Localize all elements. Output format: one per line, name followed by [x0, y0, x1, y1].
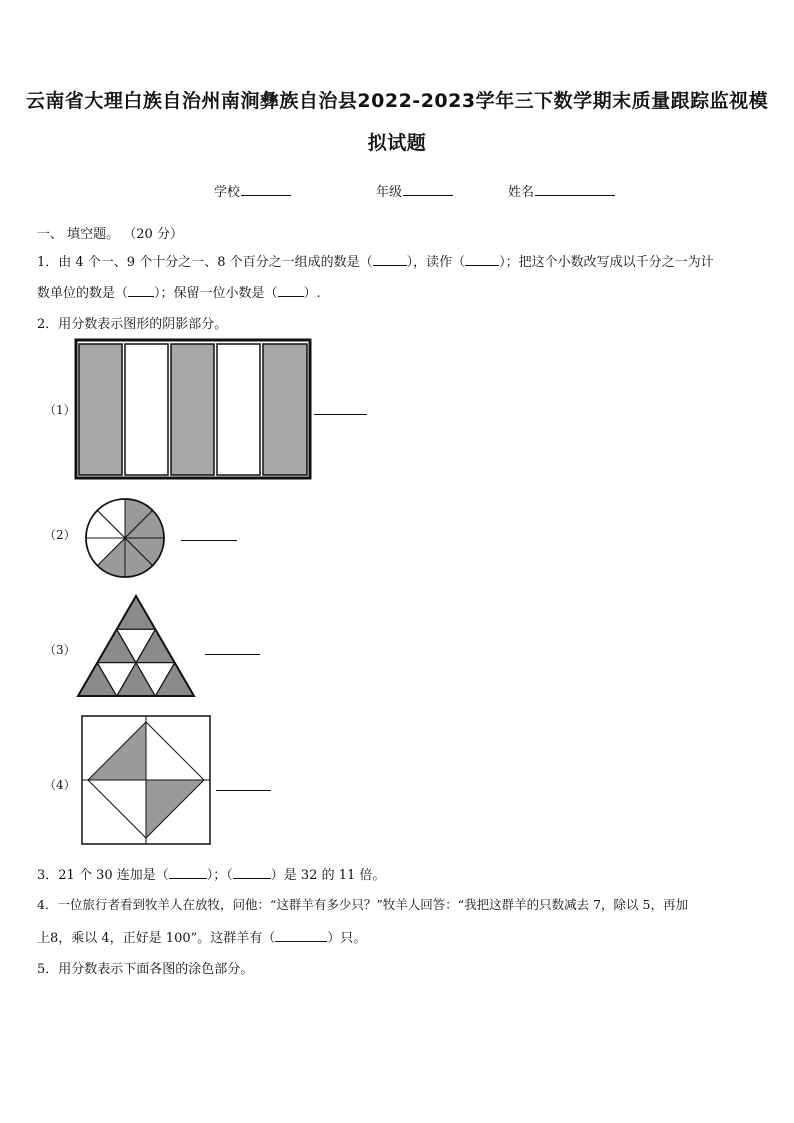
q1-text-e: ）；保留一位小数是（ — [154, 286, 278, 301]
q1-blank-1[interactable] — [373, 253, 407, 266]
q1-blank-4[interactable] — [278, 284, 304, 297]
grade-blank[interactable] — [403, 182, 453, 196]
q4-text-b: ）只。 — [327, 931, 367, 946]
q3-blank-2[interactable] — [233, 866, 271, 879]
figure-3-up-triangle-1-shaded — [117, 596, 156, 629]
question-5-text: 5．用分数表示下面各图的涂色部分。 — [37, 962, 254, 977]
name-blank[interactable] — [535, 182, 615, 196]
question-1-line-1 — [37, 251, 714, 270]
question-3 — [37, 864, 385, 883]
figure-2-answer-line[interactable] — [181, 540, 237, 541]
title-line-2: 拟试题 — [367, 132, 427, 154]
question-2-text: 2．用分数表示图形的阴影部分。 — [37, 317, 228, 332]
name-field — [508, 181, 615, 200]
q3-blank-1[interactable] — [169, 866, 207, 879]
figure-4-answer-line[interactable] — [216, 790, 271, 791]
q1-text-f: ）. — [303, 286, 321, 301]
figure-2-label: （2） — [44, 528, 76, 542]
q1-blank-2[interactable] — [465, 253, 499, 266]
school-field — [214, 181, 291, 200]
figure-1-striped-rectangle — [74, 338, 314, 482]
figure-3-divided-triangle — [76, 594, 200, 700]
figure-1-strip-1-shaded — [79, 344, 122, 475]
figure-4-square-with-triangles — [78, 712, 216, 852]
question-1-line-2 — [37, 282, 321, 301]
question-4-line-2 — [37, 927, 366, 946]
q3-text-b: ）；（ — [206, 868, 233, 883]
q1-text-b: ），读作（ — [406, 255, 466, 270]
school-label: 学校 — [214, 185, 241, 200]
q4-text-a: 上8，乘以 4，正好是 100”。这群羊有（ — [37, 931, 276, 946]
figure-3-answer-line[interactable] — [205, 654, 260, 655]
title-line-1: 云南省大理白族自治州南涧彝族自治县2022-2023学年三下数学期末质量跟踪监视模 — [25, 90, 769, 112]
question-4-line-1: 4．一位旅行者看到牧羊人在放牧，问他：“这群羊有多少只？”牧羊人回答：“我把这群羊的只数减去 7，除以 5，再加 — [37, 897, 688, 912]
q1-blank-3[interactable] — [128, 284, 154, 297]
q1-text-c: ）；把这个小数改写成以千分之一为计 — [499, 255, 714, 270]
grade-field — [376, 181, 453, 200]
name-label: 姓名 — [508, 185, 535, 200]
school-blank[interactable] — [241, 182, 291, 196]
figure-1-strip-3-shaded — [171, 344, 214, 475]
q1-text-d: 数单位的数是（ — [37, 286, 129, 301]
q3-text-c: ）是 32 的 11 倍。 — [270, 868, 386, 883]
figure-1-label: （1） — [44, 403, 76, 417]
figure-1-strip-4 — [217, 344, 260, 475]
q1-text-a: 1．由 4 个一、9 个十分之一、8 个百分之一组成的数是（ — [37, 255, 373, 270]
grade-label: 年级 — [376, 185, 403, 200]
section-heading: 一、 填空题。 （20 分） — [37, 227, 183, 242]
figure-4-label: （4） — [44, 778, 76, 792]
figure-1-answer-line[interactable] — [314, 414, 367, 415]
figure-3-label: （3） — [44, 643, 76, 657]
figure-2-divided-circle — [82, 497, 172, 581]
q4-blank[interactable] — [275, 929, 327, 942]
figure-1-strip-5-shaded — [263, 344, 307, 475]
figure-1-strip-2 — [125, 344, 168, 475]
q3-text-a: 3．21 个 30 连加是（ — [37, 868, 169, 883]
